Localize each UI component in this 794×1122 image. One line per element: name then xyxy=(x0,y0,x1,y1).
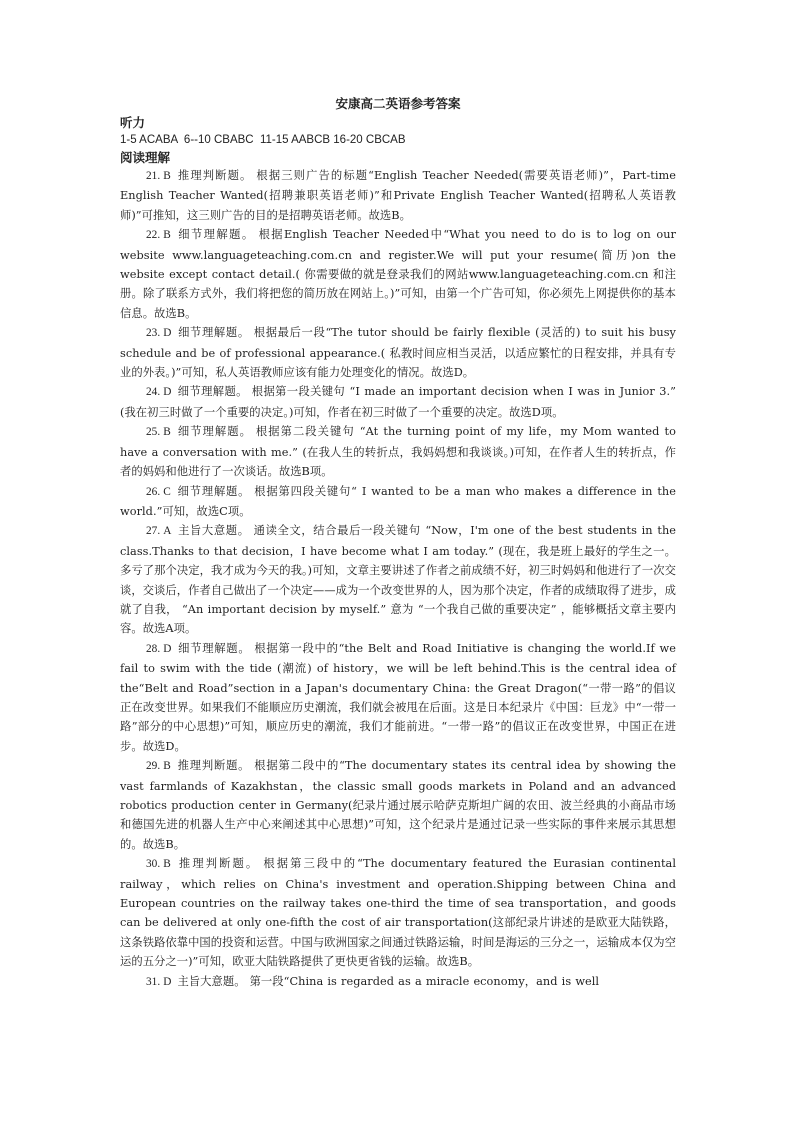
question-type: 细节理解题。 xyxy=(176,426,252,439)
answer-explanation: 根据第一段中的“the Belt and Road Initiative is changing the world.If we fail to swim with the tide (潮流) of history，we will be left behind.This is the central idea of the“Belt and Road”section in a Japan's documentary China: the Great Dragon(“一带一路”的倡议正在改变世界。如果我们不能顺应历史潮流，我们就会被甩在后面。这是日本纪录片《中国：巨龙》中“一带一路”部分的中心思想)”可知，顺应历史的潮流，我们才能前进。“一带一路”的倡议正在改变世界，中国正在进步。故选D。 xyxy=(120,641,677,753)
answer-explanation: 根据三则广告的标题“English Teacher Needed(需要英语老师)”，Part-time English Teacher Wanted(招聘兼职英语老师)”和Private English Teacher Wanted(招聘私人英语教师)”可推知，这三则广告的目的是招聘英语老师。故选B。 xyxy=(120,169,676,222)
listening-heading: 听力 xyxy=(120,115,146,130)
answer-item-27 xyxy=(120,521,676,638)
answer-choice: B xyxy=(163,229,171,242)
reading-answer-list xyxy=(120,166,676,992)
answer-explanation: 根据English Teacher Needed中“What you need to do is to log on our website www.languageteaching.com.cn and register.We will put your resume(简历)on the website except contact detail.( 你需要做的就是登录我们的网站www.languageteaching.com.cn 和注册。除了联系方式外，我们将把您的简历放在网站上。)”可知，由第一个广告可知，你必须先上网提供你的基本信息。故选B。 xyxy=(120,228,676,320)
answer-explanation: 通读全文，结合最后一段关键句 “Now，I'm one of the best students in the class.Thanks to that decision，I have become what I am today.” (现在，我是班上最好的学生之一。多亏了那个决定，我才成为今天的我。)可知，文章主要讲述了作者之前成绩不好，初三时妈妈和他进行了一次交谈，交谈后，作者自己做出了一个决定——成为一个改变世界的人，因为那个决定，作者的成绩取得了进步，成就了自我， “An important decision by myself.” 意为 “一个我自己做的重要决定” ，能够概括文章主要内容。故选A项。 xyxy=(120,524,677,636)
answer-item-24 xyxy=(120,382,676,422)
question-number: 26. xyxy=(145,485,161,498)
answer-item-29 xyxy=(120,756,676,854)
answer-choice: D xyxy=(163,327,172,340)
answer-explanation: 第一段“China is regarded as a miracle economy，and is well xyxy=(249,974,600,988)
answer-choice: C xyxy=(163,485,171,498)
answer-choice: B xyxy=(163,760,171,773)
question-type: 推理判断题。 xyxy=(176,170,253,182)
answer-item-25 xyxy=(120,422,676,481)
answer-explanation: 根据第四段关键句“ I wanted to be a man who makes a difference in the world.”可知，故选C项。 xyxy=(120,484,676,518)
answer-item-23 xyxy=(120,323,676,382)
question-type: 主旨大意题。 xyxy=(177,525,250,538)
question-number: 25. xyxy=(145,426,161,439)
answer-choice: B xyxy=(163,170,171,182)
question-type: 细节理解题。 xyxy=(177,642,251,655)
question-type: 推理判断题。 xyxy=(176,760,251,773)
answer-item-21 xyxy=(120,166,676,225)
answer-choice: D xyxy=(163,642,172,655)
question-type: 细节理解题。 xyxy=(176,229,255,242)
document-title: 安康高二英语参考答案 xyxy=(335,96,461,111)
question-number: 28. xyxy=(145,642,161,655)
answer-item-28 xyxy=(120,639,676,756)
question-number: 24. xyxy=(145,386,161,399)
answer-choice: B xyxy=(163,858,171,871)
answer-explanation: 根据第二段关键句 “At the turning point of my life，my Mom wanted to have a conversation with me.” (在我人生的转折点，我妈妈想和我谈谈。)可知，在作者人生的转折点，作者的妈妈和他进行了一次谈话。故选B项。 xyxy=(120,425,676,479)
answer-item-31 xyxy=(120,972,676,992)
answer-choice: D xyxy=(163,975,172,988)
answer-explanation: 根据第二段中的“The documentary states its central idea by showing the vast farmlands of Kazakhstan，the classic small goods markets in Poland and an advanced robotics production center in Germany(纪录片通过展示哈萨克斯坦广阔的农田、波兰经典的小商品市场和德国先进的机器人生产中心来阐述其中心思想)”可知，这个纪录片是通过记录一些实际的事件来展示其思想的。故选B。 xyxy=(120,759,676,851)
question-type: 细节理解题。 xyxy=(176,485,251,498)
question-number: 23. xyxy=(145,327,161,340)
question-number: 27. xyxy=(145,525,161,538)
question-type: 推理判断题。 xyxy=(176,858,260,871)
answer-item-30 xyxy=(120,854,676,971)
question-number: 22. xyxy=(145,229,161,242)
answer-choice: B xyxy=(163,426,171,439)
answer-explanation: 根据最后一段“The tutor should be fairly flexible (灵活的) to suit his busy schedule and be of professional appearance.( 私教时间应相当灵活，以适应繁忙的日程安排，并具有专业的外表。)”可知，私人英语教师应该有能力处理变化的情况。故选D。 xyxy=(120,326,676,380)
answer-key-page xyxy=(120,96,676,992)
answer-choice: A xyxy=(163,525,172,538)
answer-explanation: 根据第三段中的“The documentary featured the Eurasian continental railway，which relies on China's investment and operation.Shipping between China and European countries on the railway takes one-third the time of sea transportation，and goods can be delivered at only one-fifth the cost of air transportation(这部纪录片讲述的是欧亚大陆铁路，这条铁路依靠中国的投资和运营。中国与欧洲国家之间通过铁路运输，时间是海运的三分之一，运输成本仅为空运的五分之一)”可知，欧亚大陆铁路提供了更快更省钱的运输。故选B。 xyxy=(120,857,677,969)
answer-item-26 xyxy=(120,482,676,522)
reading-heading: 阅读理解 xyxy=(120,150,171,165)
answer-item-22 xyxy=(120,225,676,323)
question-number: 21. xyxy=(145,170,161,182)
answer-explanation: 根据第一段关键句 “I made an important decision when I was in Junior 3.” (我在初三时做了一个重要的决定。)可知，作者在初三时做了一个重要的决定。故选D项。 xyxy=(120,385,676,419)
question-number: 31. xyxy=(145,975,161,988)
listening-answers: 1-5 ACABA 6--10 CBABC 11-15 AABCB 16-20 CBCAB xyxy=(120,134,406,146)
answer-choice: D xyxy=(163,386,172,399)
question-number: 29. xyxy=(145,760,161,773)
question-number: 30. xyxy=(145,858,161,871)
question-type: 细节理解题。 xyxy=(177,327,250,340)
question-type: 主旨大意题。 xyxy=(177,975,246,988)
question-type: 细节理解题。 xyxy=(177,386,248,399)
